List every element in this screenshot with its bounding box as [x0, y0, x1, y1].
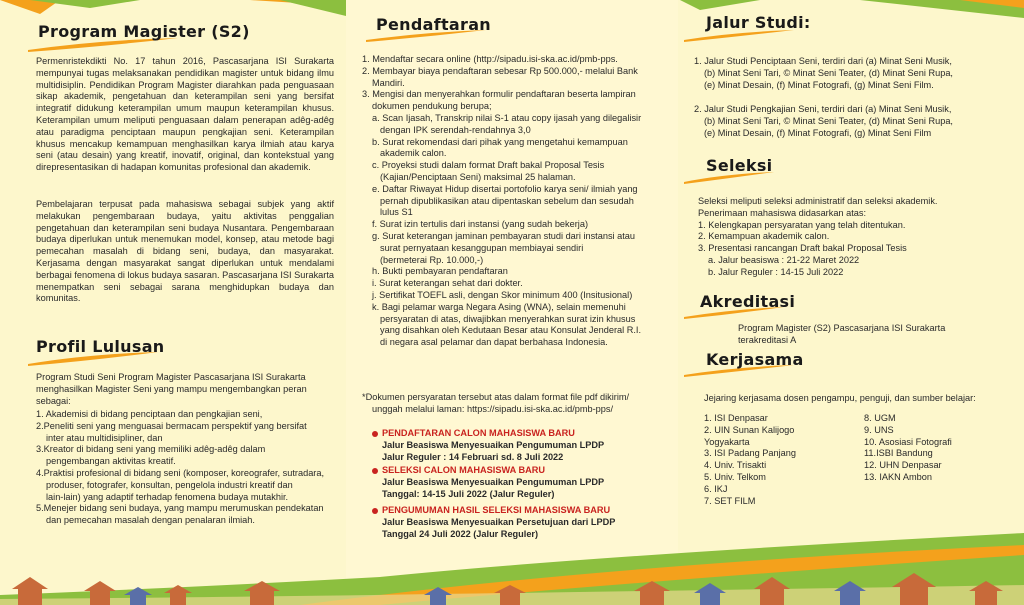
list-item: 12. UHN Denpasar: [864, 460, 942, 471]
list-item: 7. SET FILM: [704, 495, 756, 506]
list-item: 3. Mengisi dan menyerahkan formulir pendaftaran beserta lampiran: [362, 89, 636, 100]
event-1: [372, 428, 672, 463]
list-item: (Kajian/Penciptaan Seni) maksimal 25 halaman.: [380, 171, 576, 182]
note-line: unggah melalui laman: https://sipadu.isi-ska.ac.id/pmb-pps/: [372, 403, 614, 414]
akreditasi-text: [738, 323, 1008, 347]
list-item: a. Scan Ijasah, Transkrip nilai S-1 atau copy ijasah yang dilegalisir: [372, 112, 642, 123]
pendaftaran-note: [362, 392, 672, 416]
list-item: pernah dipublikasikan atau dipentaskan sebelum dan sesudah: [380, 195, 634, 206]
list-item: k. Bagi pelamar warga Negara Asing (WNA), selain memenuhi: [372, 301, 626, 312]
event-line: Jalur Beasiswa Menyesuaikan Pengumuman LPDP: [382, 439, 605, 450]
list-item: 2. Jalur Studi Pengkajian Seni, terdiri dari (a) Minat Seni Musik,: [694, 104, 952, 115]
list-item: (bermeterai Rp. 10.000,-): [380, 254, 484, 265]
akreditasi-line: Program Magister (S2) Pascasarjana ISI Surakarta: [738, 323, 946, 333]
list-item: 1. Kelengkapan persyaratan yang telah ditentukan.: [698, 219, 906, 230]
list-item: 2. Membayar biaya pendaftaran sebesar Rp 500.000,- melalui Bank: [362, 65, 638, 76]
list-item: 11.ISBI Bandung: [864, 448, 933, 459]
list-item: 4.Praktisi profesional di bidang seni (komposer, koreografer, sutradara,: [36, 467, 325, 478]
list-item: 13. IAKN Ambon: [864, 471, 932, 482]
list-item: j. Sertifikat TOEFL asli, dengan Skor minimum 400 (Insitusional): [372, 289, 633, 300]
list-item: 2. Kemampuan akademik calon.: [698, 231, 830, 242]
list-item: 4. Univ. Trisakti: [704, 460, 767, 471]
list-item: (e) Minat Desain, (f) Minat Fotografi, (g) Minat Seni Film.: [704, 79, 934, 90]
list-item: Mandiri.: [372, 77, 405, 88]
list-item: a. Jalur beasiswa : 21-22 Maret 2022: [708, 254, 860, 265]
list-item: 5. Univ. Telkom: [704, 471, 766, 482]
list-item: b. Jalur Reguler : 14-15 Juli 2022: [708, 266, 844, 277]
event-line: Jalur Beasiswa Menyesuaikan Persetujuan dari LPDP: [382, 516, 616, 527]
list-item: g. Surat keterangan jaminan pembayaran studi dari instansi atau: [372, 230, 636, 241]
list-item: 1. Akademisi di bidang penciptaan dan pengkajian seni,: [36, 409, 263, 419]
list-item: (b) Minat Seni Tari, © Minat Seni Teater, (d) Minat Seni Rupa,: [704, 116, 953, 127]
profil-intro: Program Studi Seni Program Magister Pascasarjana ISI Surakarta menghasilkan Magister Seni yang mampu mengembangkan peran sebagai:: [36, 372, 307, 406]
bullet-icon: [372, 431, 378, 437]
list-item: 6. IKJ: [704, 483, 728, 494]
program-paragraph-1: Permenristekdikti No. 17 tahun 2016, Pascasarjana ISI Surakarta mempunyai tugas melaksanakan pendidikan magister untuk bidang ilmu multidisiplin. Pendidikan Program Magister diarahkan pada penguasaan sikap akademik, pengetahuan dan keterampilan seni yang bersifat integratif didukung keterampilan umum maupun keterampilan khusus. Keterampilan umum meliputi penguasaan dalam penerapan adêg-adêg atau paradigma penciptaan maupun pengkajian seni. Keterampilan khusus mencakup kemampuan menghasilkan karya ilmiah atau karya seni (atau desain) yang kreatif, inovatif, original, dan kontekstual yang direpresentasikan di hadapan komunitas profesional dan akademik.: [36, 56, 334, 173]
event-title: PENDAFTARAN CALON MAHASISWA BARU: [382, 428, 575, 438]
kerjasama-intro: Jejaring kerjasama dosen pengampu, penguji, dan sumber belajar:: [704, 393, 976, 403]
list-item: c. Proyeksi studi dalam format Draft bakal Proposal Tesis: [372, 160, 605, 171]
program-paragraph-2: Pembelajaran terpusat pada mahasiswa sebagai subjek yang aktif melakukan pengembaraan budaya, yaitu aktivitas penggalian pengetahuan dan keterampilan seni budaya Nusantara. Pengembaraan budaya diperlukan untuk menemukan model, konsep, atau metode bagi pemecahan masalah di bidang seni, budaya, dan masyarakat. Kerjasama dengan masyarakat sangat diperlukan untuk mendalami berbagai fenomena di lokus budaya sasaran. Pascasarjana ISI Surakarta menempatkan seni sebagai sarana menghidupkan budaya dan komunitas.: [36, 199, 334, 304]
profil-title: Profil Lulusan: [36, 337, 165, 356]
event-2: [372, 465, 672, 500]
list-item: 9. UNS: [864, 424, 894, 435]
list-item: e. Daftar Riwayat Hidup disertai portofolio karya seni/ ilmiah yang: [372, 183, 638, 194]
event-line: Tanggal 24 Juli 2022 (Jalur Reguler): [382, 528, 539, 539]
event-line: Tanggal: 14-15 Juli 2022 (Jalur Reguler): [382, 488, 555, 499]
list-item: dengan IPK serendah-rendahnya 3,0: [380, 124, 531, 135]
list-item: 1. ISI Denpasar: [704, 413, 768, 423]
list-item: h. Bukti pembayaran pendaftaran: [372, 266, 508, 277]
list-item: lulus S1: [380, 207, 413, 218]
list-item: lain-lain) yang adaptif terhadap fenomena budaya mutakhir.: [46, 491, 289, 502]
list-item: 2. UIN Sunan Kalijogo Yogyakarta: [704, 424, 795, 447]
list-item: (e) Minat Desain, (f) Minat Fotografi, (g) Minat Seni Film: [704, 127, 932, 138]
note-line: *Dokumen persyaratan tersebut atas dalam format file pdf dikirim/: [362, 392, 630, 402]
list-item: 2.Peneliti seni yang menguasai bermacam perspektif yang bersifat: [36, 420, 307, 431]
list-item: f. Surat izin tertulis dari instansi (yang sudah bekerja): [372, 219, 589, 230]
list-item: produser, fotografer, konsultan, pengelola industri kreatif dan: [46, 479, 293, 490]
partners-right: [864, 413, 984, 507]
bullet-icon: [372, 468, 378, 474]
kerjasama-partners: [704, 413, 984, 507]
list-item: b. Surat rekomendasi dari pihak yang mengetahui kemampuan: [372, 136, 628, 147]
list-item: persyaratan di atas, diwajibkan menyerahkan surat izin khusus: [380, 313, 636, 324]
event-title: SELEKSI CALON MAHASISWA BARU: [382, 465, 545, 475]
pendaftaran-title: Pendaftaran: [376, 15, 492, 34]
seleksi-title: Seleksi: [706, 156, 773, 175]
list-item: 3. ISI Padang Panjang: [704, 448, 796, 459]
event-title: PENGUMUMAN HASIL SELEKSI MAHASISWA BARU: [382, 505, 611, 515]
kerjasama-title: Kerjasama: [706, 350, 804, 369]
profil-list: [36, 409, 336, 527]
list-item: dan pemecahan masalah dengan penalaran ilmiah.: [46, 515, 255, 526]
list-item: 8. UGM: [864, 413, 896, 423]
list-item: akademik calon.: [380, 148, 447, 159]
akreditasi-line: terakreditasi A: [738, 334, 797, 345]
list-item: 1. Jalur Studi Penciptaan Seni, terdiri dari (a) Minat Seni Musik,: [694, 56, 952, 66]
pendaftaran-list: [362, 54, 672, 349]
list-item: Penerimaan mahasiswa didasarkan atas:: [698, 207, 867, 218]
list-item: 10. Asosiasi Fotografi: [864, 436, 952, 447]
list-item: pengembangan aktivitas kreatif.: [46, 456, 176, 467]
list-item: 1. Mendaftar secara online (http://sipadu.isi-ska.ac.id/pmb-pps.: [362, 54, 618, 64]
list-item: 5.Menejer bidang seni budaya, yang mampu merumuskan pendekatan: [36, 503, 324, 514]
list-item: 3. Presentasi rancangan Draft bakal Proposal Tesis: [698, 243, 907, 254]
akreditasi-title: Akreditasi: [700, 292, 796, 311]
list-item: Seleksi meliputi seleksi administratif dan seleksi akademik.: [698, 196, 938, 206]
event-line: Jalur Reguler : 14 Februari sd. 8 Juli 2022: [382, 451, 564, 462]
list-item: surat pernyataan kesanggupan membiayai sendiri: [380, 242, 584, 253]
partners-left: [704, 413, 824, 507]
program-title: Program Magister (S2): [38, 22, 250, 41]
list-item: inter atau multidisipliner, dan: [46, 432, 163, 443]
bottom-decoration: [0, 525, 1024, 605]
list-item: (b) Minat Seni Tari, © Minat Seni Teater, (d) Minat Seni Rupa,: [704, 67, 953, 78]
jalur-title: Jalur Studi:: [706, 13, 811, 32]
jalur-list: [694, 56, 1014, 140]
list-item: 3.Kreator di bidang seni yang memiliki adêg-adêg dalam: [36, 444, 266, 455]
event-line: Jalur Beasiswa Menyesuaikan Pengumuman LPDP: [382, 476, 605, 487]
seleksi-list: [698, 196, 1014, 279]
list-item: di negara asal pelamar dan dapat berbahasa Indonesia.: [380, 337, 608, 348]
list-item: i. Surat keterangan sehat dari dokter.: [372, 278, 523, 289]
bullet-icon: [372, 508, 378, 514]
list-item: dokumen pendukung berupa;: [372, 101, 492, 112]
list-item: yang disahkan oleh Kedutaan Besar atau Konsulat Jenderal R.I.: [380, 325, 642, 336]
